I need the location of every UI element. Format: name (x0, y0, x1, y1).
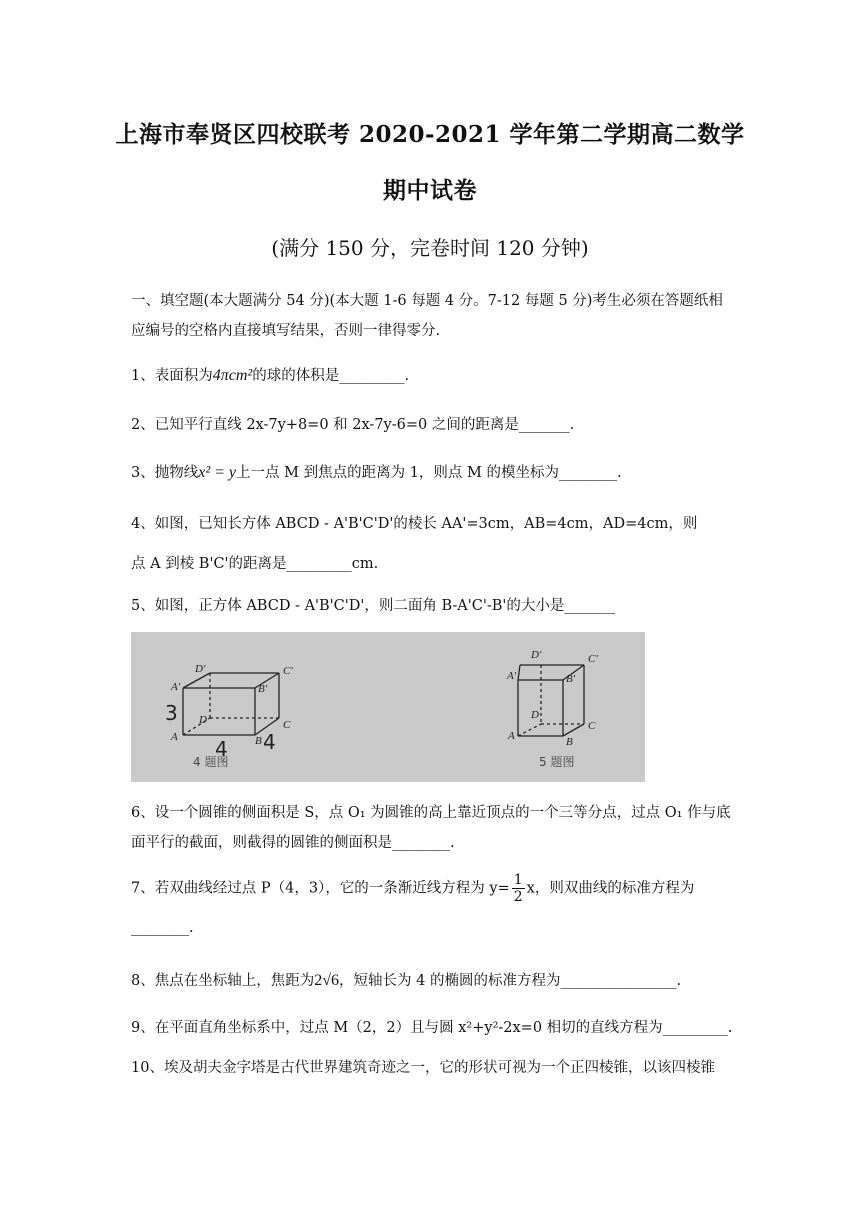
q7-frac-num: 1 (513, 872, 523, 888)
question-9: 9、在平面直角坐标系中，过点 M（2，2）且与圆 x²+y²-2x=0 相切的直线方程为_________. (131, 1020, 733, 1036)
page-title-line1: 上海市奉贤区四校联考 2020-2021 学年第二学期高二数学 (115, 121, 745, 148)
q1-suffix: 的球的体积是_________. (252, 368, 410, 384)
question-3 (131, 461, 622, 482)
section-instructions: 一、填空题(本大题满分 54 分)(本大题 1-6 每题 4 分。7-12 每题 5 分)考生必须在答题纸相应编号的空格内直接填写结果，否则一律得零分. (131, 293, 723, 339)
q8-suffix: ，短轴长为 4 的椭圆的标准方程为________________. (339, 973, 682, 989)
fig4-label-Dp: D' (195, 663, 206, 675)
fig4-label-C: C (283, 719, 291, 731)
fig4-handwritten-4-bottom: 4 (215, 737, 228, 761)
question-8 (131, 969, 681, 990)
fig5-label-A: A (508, 730, 515, 742)
fig4-handwritten-3: 3 (165, 701, 178, 725)
question-2: 2、已知平行直线 2x-7y+8=0 和 2x-7y-6=0 之间的距离是_______. (131, 417, 575, 433)
fig4-label-D: D (199, 714, 207, 726)
question-10: 10、埃及胡夫金字塔是古代世界建筑奇迹之一，它的形状可视为一个正四棱锥，以该四棱锥 (131, 1060, 715, 1076)
question-4-line1: 4、如图，已知长方体 ABCD - A'B'C'D'的棱长 AA'=3cm，AB=4cm，AD=4cm，则 (131, 516, 698, 532)
q7-fraction (512, 872, 525, 905)
fig5-label-D: D (531, 709, 539, 721)
question-7-line2: ________. (131, 920, 194, 936)
fig5-label-B: B (566, 736, 573, 748)
fig5-label-Ap: A' (507, 670, 517, 682)
q7-prefix: 7、若双曲线经过点 P（4，3），它的一条渐近线方程为 y= (131, 880, 510, 897)
fig5-caption: 5 题图 (539, 755, 575, 769)
q3-math: x² = y (198, 464, 237, 481)
question-1 (131, 364, 409, 385)
fig4-label-B: B (255, 735, 262, 747)
question-6: 6、设一个圆锥的侧面积是 S，点 O₁ 为圆锥的高上靠近顶点的一个三等分点，过点 O₁ 作与底面平行的截面，则截得的圆锥的侧面积是________. (131, 805, 731, 851)
fig5-label-C: C (588, 720, 596, 732)
fig4-label-A: A (171, 731, 178, 743)
q7-frac-den: 2 (513, 889, 523, 905)
q3-prefix: 3、抛物线 (131, 465, 199, 481)
q8-math: 2√6 (314, 972, 340, 989)
fig4-caption: 4 题图 (193, 755, 229, 769)
fig5-label-Bp: B' (566, 673, 576, 685)
figures-image (131, 632, 645, 782)
question-4-line2: 点 A 到棱 B'C'的距离是_________cm. (131, 556, 379, 572)
fig5-label-Cp: C' (588, 653, 598, 665)
q7-suffix: x，则双曲线的标准方程为 (526, 880, 695, 897)
q1-prefix: 1、表面积为 (131, 368, 213, 384)
q3-suffix: 上一点 M 到焦点的距离为 1，则点 M 的模坐标为________. (236, 465, 622, 481)
question-7-line1 (131, 872, 694, 905)
fig4-label-Bp: B' (258, 683, 268, 695)
page-subtitle: (满分 150 分，完卷时间 120 分钟) (271, 236, 589, 260)
fig5-label-Dp: D' (531, 649, 542, 661)
question-5: 5、如图，正方体 ABCD - A'B'C'D'，则二面角 B-A'C'-B'的大小是_______ (131, 598, 616, 614)
q1-math: 4πcm² (212, 367, 253, 384)
page-title-line2: 期中试卷 (383, 177, 477, 204)
fig4-label-Ap: A' (171, 681, 181, 693)
fig4-handwritten-4-right: 4 (263, 730, 276, 754)
fig4-label-Cp: C' (283, 665, 293, 677)
q8-prefix: 8、焦点在坐标轴上，焦距为 (131, 973, 315, 989)
